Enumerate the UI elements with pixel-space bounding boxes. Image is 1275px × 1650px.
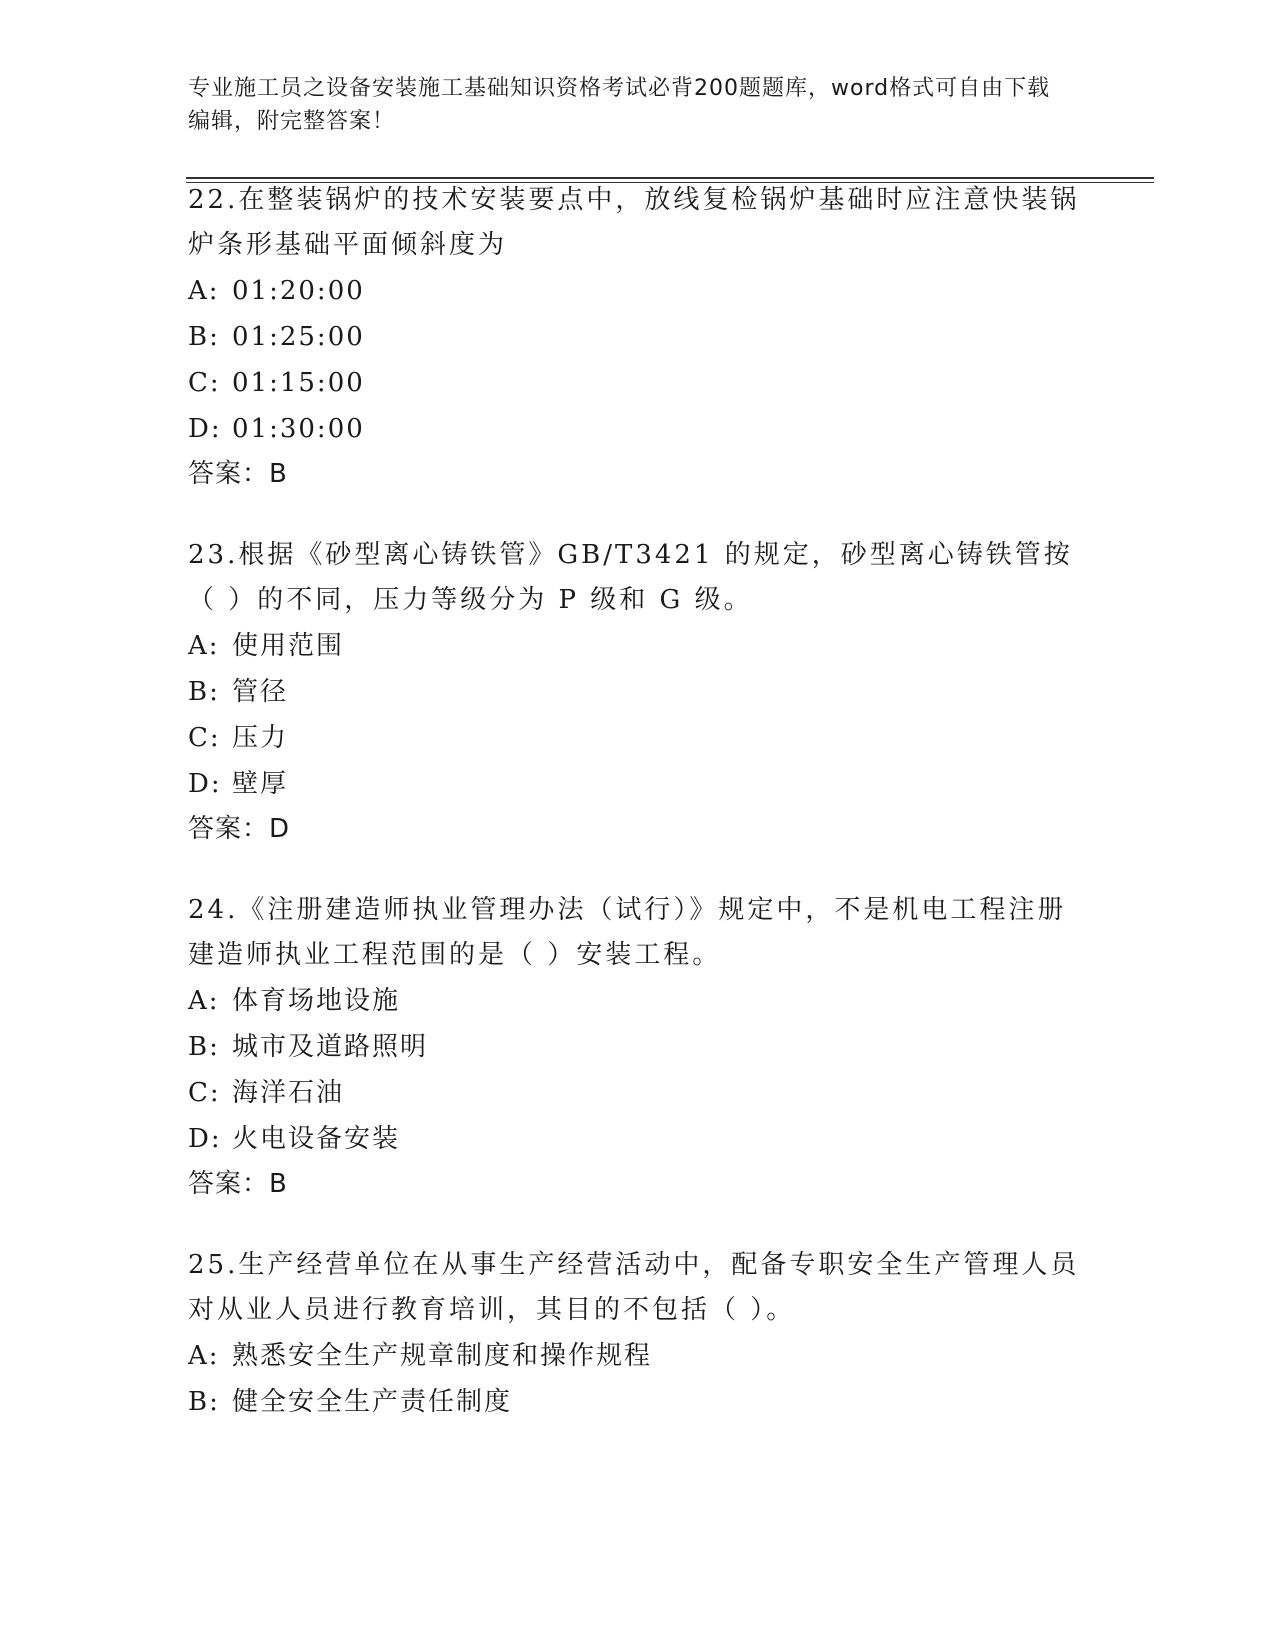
- question-stem: 23.根据《砂型离心铸铁管》GB/T3421 的规定，砂型离心铸铁管按（ ）的不同，压力等级分为 P 级和 G 级。: [188, 540, 1073, 615]
- option-letter: A:: [188, 986, 220, 1016]
- option-letter: B:: [188, 1032, 220, 1062]
- option-c: [188, 1070, 1088, 1116]
- option-letter: B:: [188, 1387, 220, 1417]
- answer-label: 答案：D: [188, 814, 291, 844]
- option-a: [188, 1333, 1088, 1379]
- option-letter: C:: [188, 368, 221, 398]
- question-24: [188, 888, 1088, 1206]
- answer-label: 答案：B: [188, 1169, 288, 1199]
- option-text: 使用范围: [232, 631, 345, 661]
- option-letter: A:: [188, 276, 220, 306]
- option-letter: D:: [188, 1124, 222, 1154]
- question-22: [188, 178, 1088, 496]
- option-b: [188, 669, 1088, 715]
- option-text: 熟悉安全生产规章制度和操作规程: [232, 1341, 653, 1371]
- option-d: [188, 406, 1088, 452]
- option-letter: A:: [188, 1341, 220, 1371]
- option-text: 01:30:00: [232, 414, 365, 444]
- option-text: 城市及道路照明: [232, 1032, 429, 1062]
- option-text: 01:20:00: [232, 276, 365, 306]
- question-23: [188, 533, 1088, 851]
- option-d: [188, 761, 1088, 807]
- option-letter: D:: [188, 414, 222, 444]
- document-header: 专业施工员之设备安装施工基础知识资格考试必背200题题库，word格式可自由下载编辑，附完整答案！: [188, 76, 1051, 134]
- option-letter: B:: [188, 322, 220, 352]
- option-b: [188, 1379, 1088, 1425]
- option-text: 管径: [232, 677, 289, 707]
- option-text: 壁厚: [232, 769, 289, 799]
- option-text: 海洋石油: [232, 1078, 345, 1108]
- option-text: 火电设备安装: [232, 1124, 401, 1154]
- option-a: [188, 268, 1088, 314]
- option-b: [188, 1024, 1088, 1070]
- answer-label: 答案：B: [188, 459, 288, 489]
- option-letter: C:: [188, 1078, 221, 1108]
- question-25: [188, 1243, 1088, 1425]
- option-letter: B:: [188, 677, 220, 707]
- option-letter: C:: [188, 723, 221, 753]
- option-b: [188, 314, 1088, 360]
- option-letter: D:: [188, 769, 222, 799]
- question-stem: 24.《注册建造师执业管理办法（试行）》规定中，不是机电工程注册建造师执业工程范围的是（ ）安装工程。: [188, 895, 1067, 970]
- option-text: 01:15:00: [232, 368, 365, 398]
- option-c: [188, 360, 1088, 406]
- question-stem: 25.生产经营单位在从事生产经营活动中，配备专职安全生产管理人员对从业人员进行教育培训，其目的不包括（ ）。: [188, 1250, 1080, 1325]
- option-d: [188, 1116, 1088, 1162]
- option-a: [188, 623, 1088, 669]
- option-letter: A:: [188, 631, 220, 661]
- option-a: [188, 978, 1088, 1024]
- option-c: [188, 715, 1088, 761]
- option-text: 体育场地设施: [232, 986, 401, 1016]
- option-text: 01:25:00: [232, 322, 365, 352]
- option-text: 压力: [232, 723, 289, 753]
- question-stem: 22.在整装锅炉的技术安装要点中，放线复检锅炉基础时应注意快装锅炉条形基础平面倾斜度为: [188, 185, 1080, 260]
- option-text: 健全安全生产责任制度: [232, 1387, 513, 1417]
